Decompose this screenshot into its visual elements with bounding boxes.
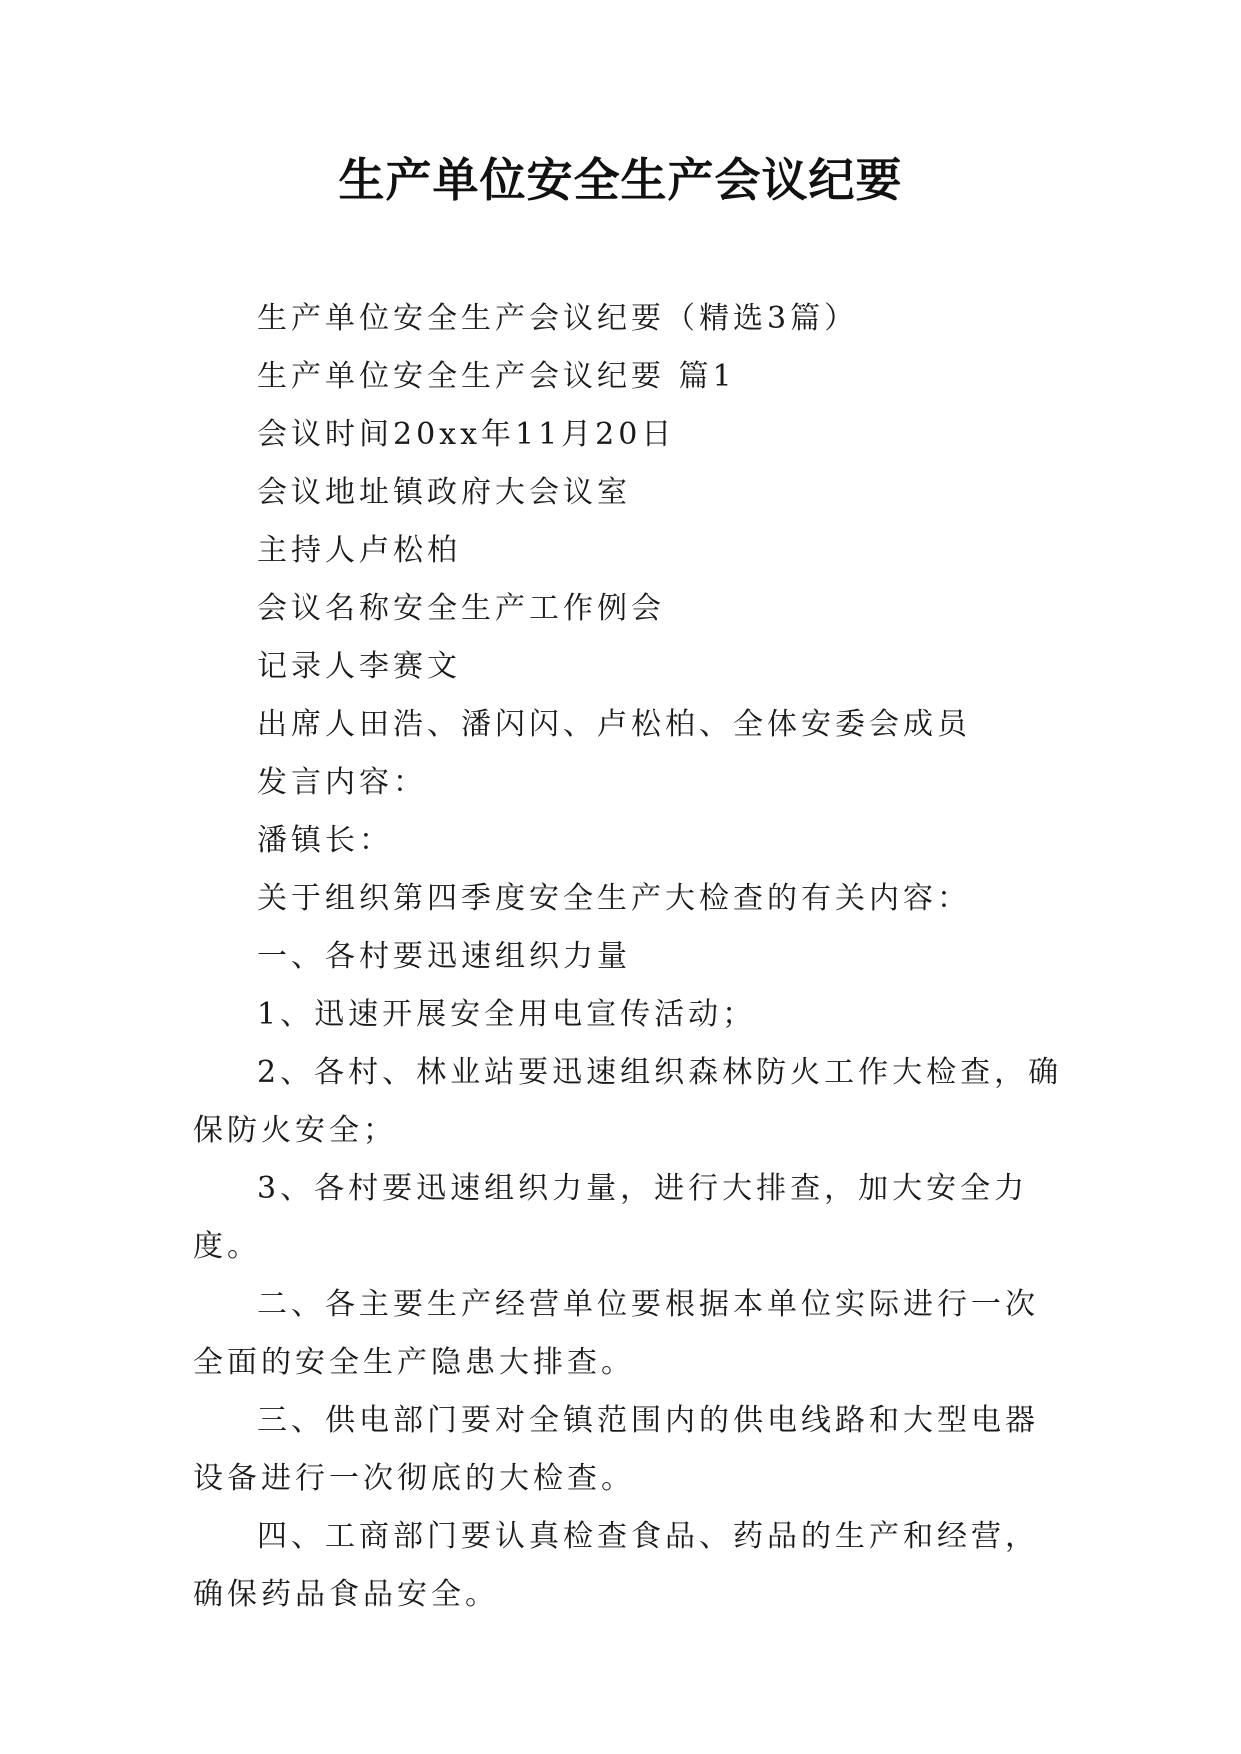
paragraph-meeting-name: 会议名称安全生产工作例会 (257, 591, 665, 626)
paragraph-speech-label: 发言内容： (257, 765, 427, 800)
paragraph-host: 主持人卢松柏 (257, 533, 461, 568)
paragraph-subitem-2: 2、各村、林业站要迅速组织森林防火工作大检查，确保防火安全； (193, 1055, 1063, 1148)
paragraph-topic: 关于组织第四季度安全生产大检查的有关内容： (257, 881, 971, 916)
paragraph-item-4: 四、工商部门要认真检查食品、药品的生产和经营，确保药品食品安全。 (193, 1519, 1039, 1612)
paragraph-subtitle: 生产单位安全生产会议纪要（精选3篇） (257, 301, 859, 336)
paragraph-recorder: 记录人李赛文 (257, 649, 461, 684)
paragraph-subitem-1: 1、迅速开展安全用电宣传活动； (257, 997, 757, 1032)
paragraph-item-2: 二、各主要生产经营单位要根据本单位实际进行一次全面的安全生产隐患大排查。 (193, 1287, 1039, 1380)
document-body (193, 290, 1063, 1624)
paragraph-subitem-3: 3、各村要迅速组织力量，进行大排查，加大安全力度。 (193, 1171, 1029, 1264)
paragraph-section-heading: 生产单位安全生产会议纪要 篇1 (257, 359, 736, 394)
paragraph-item-1: 一、各村要迅速组织力量 (257, 939, 631, 974)
paragraph-attendees: 出席人田浩、潘闪闪、卢松柏、全体安委会成员 (257, 707, 971, 742)
paragraph-item-3: 三、供电部门要对全镇范围内的供电线路和大型电器设备进行一次彻底的大检查。 (193, 1403, 1039, 1496)
paragraph-speaker: 潘镇长： (257, 823, 393, 858)
document-title: 生产单位安全生产会议纪要 (338, 153, 903, 207)
paragraph-meeting-location: 会议地址镇政府大会议室 (257, 475, 631, 510)
paragraph-meeting-time: 会议时间20xx年11月20日 (257, 417, 676, 452)
